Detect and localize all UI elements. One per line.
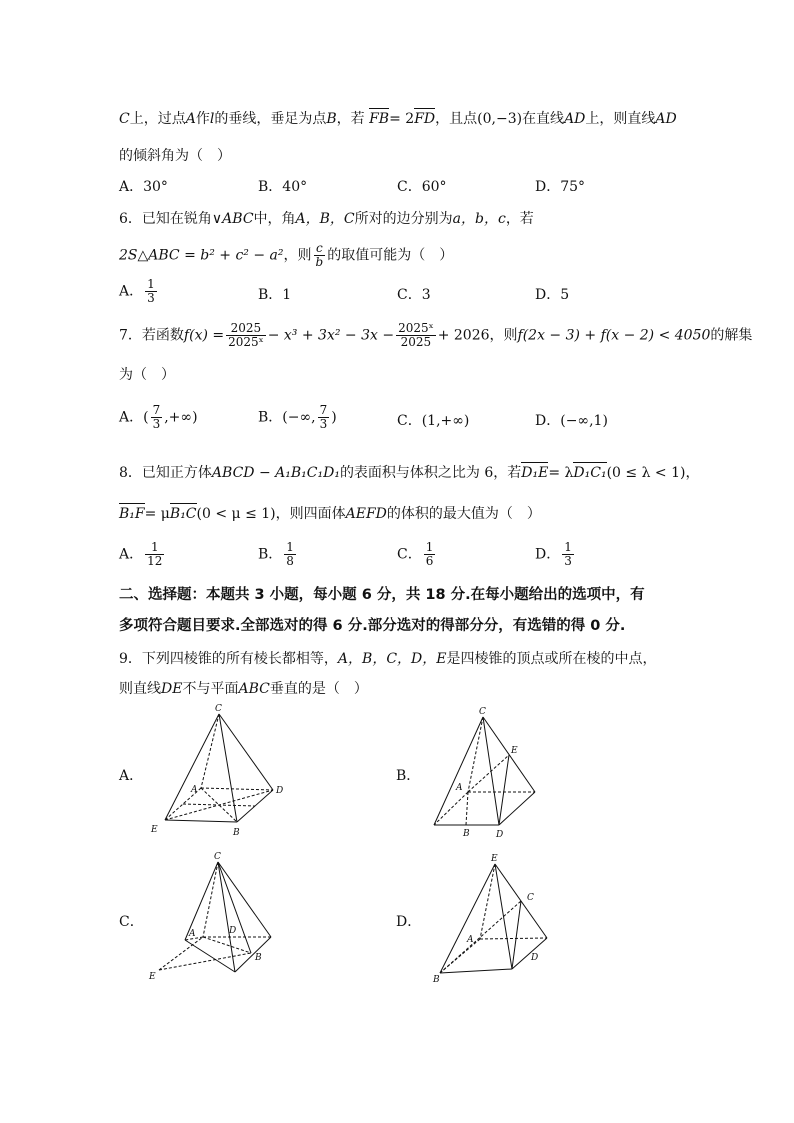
q7-option-a[interactable]: [119, 404, 198, 431]
fig-c-label-top: C: [214, 852, 221, 862]
q5-var-a: A: [185, 111, 196, 127]
q5-text-f: 在直线: [522, 111, 565, 127]
q7-stem-c: 的解集: [710, 327, 753, 344]
section2-line2: 多项符合题目要求.全部选对的得 6 分.部分选对的得部分分，有选错的得 0 分.: [119, 618, 626, 634]
q6-option-a-frac: [145, 278, 157, 305]
q6-triangle: ABC: [222, 211, 254, 227]
q7-option-a-frac: [151, 404, 163, 431]
q9-line2: [119, 678, 368, 698]
q6-stem-b: 中，角: [253, 211, 296, 227]
q5-coef: = 2: [389, 111, 415, 127]
q7-option-d-label: D．: [535, 413, 561, 429]
q6-ratio-den: b: [315, 255, 324, 269]
q8-option-a-frac: [145, 541, 164, 568]
q9-line1: [119, 648, 656, 668]
section2-line1: 二、选择题：本题共 3 小题，每小题 6 分，共 18 分.在每小题给出的选项中，有: [119, 587, 645, 603]
q8-cond-1: (0 ≤ λ < 1): [606, 465, 686, 481]
q6-line2: [119, 242, 453, 269]
q8-option-d-num: 1: [564, 540, 572, 554]
fig-c-label-left: A: [189, 929, 196, 939]
q8-option-a-label: A．: [119, 546, 144, 563]
q5-line1: [119, 108, 677, 128]
fig-b-label-mid: E: [511, 746, 518, 756]
q9-points: A，B，C，D，E: [337, 651, 447, 667]
q5-text-a: 上，过点: [129, 111, 186, 127]
fig-a-label-front-left: E: [151, 825, 158, 835]
q8-stem-b: 的表面积与体积之比为 6，若: [339, 465, 522, 481]
q8-option-b-frac: [284, 541, 296, 568]
q6-option-a-label: A．: [119, 283, 144, 300]
q5-vector-fb: FB: [369, 111, 390, 127]
q8-option-c[interactable]: [397, 541, 437, 568]
q5-text-d: ，若: [336, 111, 365, 127]
fig-a-label-top: C: [215, 704, 222, 714]
q5-var-c: C: [119, 111, 130, 127]
q7-option-d-text: (−∞,1): [560, 413, 608, 429]
q7-line1: [119, 322, 752, 349]
q6-stem-a: 6．已知在锐角∨: [119, 211, 223, 227]
q8-option-a-den: 12: [147, 554, 163, 568]
q9-line-de: DE: [161, 681, 183, 697]
q6-angles: A，B，C: [295, 211, 355, 227]
q7-option-b-pre: (−∞,: [282, 409, 316, 426]
q6-option-a[interactable]: [119, 278, 159, 305]
q6-line1: [119, 208, 534, 228]
fig-c-label-front: E: [149, 972, 156, 982]
q8-stem-a: 8．已知正方体: [119, 465, 212, 481]
q6-option-a-den: 3: [147, 291, 155, 305]
q7-option-c-text: (1,+∞): [421, 413, 470, 429]
q5-point: (0,−3): [477, 111, 523, 127]
q8-option-b-den: 8: [286, 554, 294, 568]
q7-option-b-label: B．: [258, 409, 283, 426]
q6-ratio: [314, 242, 326, 269]
q5-var-ad-2: AD: [655, 111, 677, 127]
fig-d-label-mid: C: [527, 893, 534, 903]
pyramid-figure-b: [420, 703, 560, 843]
q7-option-b-post: ): [331, 409, 337, 426]
fig-a-label-right: D: [276, 786, 284, 796]
q8-stem-d: 的体积的最大值为（ ）: [386, 506, 541, 522]
q9-option-c[interactable]: C．: [119, 914, 144, 930]
q7-line2: 为（ ）: [119, 367, 175, 383]
q8-option-c-num: 1: [425, 540, 434, 554]
q5-var-ad: AD: [564, 111, 586, 127]
q8-option-c-frac: [424, 541, 436, 568]
q7-frac-1-den: 2025ˣ: [228, 335, 264, 349]
q8-vector-d1e: D₁E: [521, 465, 549, 481]
q7-option-a-den: 3: [152, 417, 161, 431]
q9-stem-c: 则直线: [119, 681, 161, 697]
q8-option-b[interactable]: [258, 541, 298, 568]
fig-b-label-bottom: D: [496, 830, 504, 840]
fig-b-label-top: C: [479, 707, 486, 717]
q5-var-l: l: [209, 111, 215, 127]
q8-vector-d1c1: D₁C₁: [573, 465, 607, 481]
fig-a-label-left: A: [191, 785, 198, 795]
q5-text-g: 上，则直线: [585, 111, 656, 127]
q7-option-b-num: 7: [319, 403, 328, 417]
q5-line2: 的倾斜角为（ ）: [119, 148, 231, 164]
fig-d-label-right: D: [531, 953, 539, 963]
q8-stem-c: ，则四面体: [275, 506, 346, 522]
q7-frac-2-num: 2025ˣ: [398, 321, 434, 335]
q6-sides: a，b，c: [452, 211, 506, 227]
q8-vector-b1c: B₁C: [169, 506, 197, 522]
pyramid-figure-c: [145, 848, 295, 988]
q8-option-c-label: C．: [397, 546, 422, 563]
q8-option-a[interactable]: [119, 541, 166, 568]
q8-line1: 8．已知正方体ABCD − A₁B₁C₁D₁的表面积与体积之比为 6，若D₁E= λD₁C₁(0 ≤ λ < 1)，: [119, 465, 700, 481]
q5-option-c[interactable]: C．60°: [397, 179, 447, 195]
q6-stem-d: ，若: [505, 211, 534, 227]
q7-frac-2: [396, 322, 436, 349]
q7-option-a-num: 7: [152, 403, 161, 417]
q5-text-e: ，且点: [435, 111, 478, 127]
q9-option-d[interactable]: D．: [396, 914, 422, 930]
q6-option-d[interactable]: D．5: [535, 287, 570, 303]
q8-eq2: = μ: [144, 506, 170, 522]
q8-cube: ABCD − A₁B₁C₁D₁: [211, 465, 340, 481]
q8-cond-2: (0 < μ ≤ 1): [196, 506, 276, 522]
q7-frac-2-den: 2025: [400, 335, 432, 349]
q7-fx: f(x) =: [183, 327, 225, 344]
q9-option-b[interactable]: B．: [396, 768, 421, 784]
q7-option-a-pre: (: [143, 409, 149, 426]
q9-plane-abc: ABC: [238, 681, 270, 697]
q5-var-b: B: [326, 111, 337, 127]
q7-option-c[interactable]: [397, 410, 469, 430]
q5-text-b: 作: [195, 111, 210, 127]
q6-option-b[interactable]: B．1: [258, 287, 292, 303]
q8-option-d-den: 3: [564, 554, 572, 568]
q6-stem-e: ，则: [283, 247, 312, 264]
q8-option-b-num: 1: [286, 540, 294, 554]
q8-tetrahedron: AEFD: [345, 506, 387, 522]
q9-option-a[interactable]: A．: [119, 768, 144, 784]
q7-stem-a: 7．若函数: [119, 327, 184, 344]
q7-inequality: f(2x − 3) + f(x − 2) < 4050: [517, 327, 711, 344]
q8-option-d-label: D．: [535, 546, 561, 563]
fig-c-label-right: B: [255, 953, 262, 963]
q5-option-b[interactable]: B．40°: [258, 179, 308, 195]
q5-option-d[interactable]: D．75°: [535, 179, 586, 195]
q6-stem-f: 的取值可能为（ ）: [327, 247, 454, 264]
fig-d-label-front: B: [433, 975, 440, 985]
q9-stem-e: 垂直的是（ ）: [269, 681, 368, 697]
q8-eq1: = λ: [548, 465, 574, 481]
pyramid-figure-d: [420, 850, 570, 990]
q6-condition: 2S△ABC = b² + c² − a²: [119, 247, 284, 264]
q9-stem-b: 是四棱锥的顶点或所在棱的中点，: [446, 651, 657, 667]
q7-option-d[interactable]: [535, 410, 608, 430]
q7-stem-b: ，则: [489, 327, 518, 344]
q6-ratio-num: c: [314, 242, 326, 256]
q9-stem-a: 9．下列四棱锥的所有棱长都相等，: [119, 651, 338, 667]
fig-b-label-bottom-left: B: [463, 829, 470, 839]
q7-frac-1: [226, 322, 266, 349]
q7-mid: − x³ + 3x² − 3x −: [267, 327, 395, 344]
q8-option-c-den: 6: [425, 554, 434, 568]
q6-option-c[interactable]: C．3: [397, 287, 431, 303]
pyramid-figure-a: [145, 700, 295, 845]
q6-option-a-num: 1: [147, 277, 155, 291]
q5-text-c: 的垂线，垂足为点: [214, 111, 327, 127]
q6-stem-c: 所对的边分别为: [354, 211, 453, 227]
fig-c-label-mid: D: [229, 926, 237, 936]
q7-option-a-post: ,+∞): [164, 409, 198, 426]
q7-option-b-den: 3: [319, 417, 328, 431]
q7-frac-1-num: 2025: [226, 322, 266, 336]
q8-line2: [119, 503, 541, 523]
q7-option-b-frac: [318, 404, 330, 431]
q7-tail: + 2026: [437, 327, 490, 344]
q5-option-a[interactable]: A．30°: [119, 179, 168, 195]
q8-option-d[interactable]: [535, 541, 576, 568]
q7-option-a-label: A．: [119, 409, 144, 426]
q8-option-d-frac: [562, 541, 574, 568]
fig-b-label-left: A: [456, 783, 463, 793]
q9-stem-d: 不与平面: [182, 681, 239, 697]
q8-vector-b1f: B₁F: [119, 506, 145, 522]
q5-vector-fd: FD: [414, 111, 436, 127]
fig-d-label-top: E: [491, 854, 498, 864]
fig-a-label-front: B: [233, 828, 240, 838]
q8-option-b-label: B．: [258, 546, 283, 563]
q7-option-c-label: C．: [397, 413, 422, 429]
fig-d-label-left: A: [467, 935, 474, 945]
q8-option-a-num: 1: [145, 541, 164, 555]
q7-option-b[interactable]: [258, 404, 337, 431]
